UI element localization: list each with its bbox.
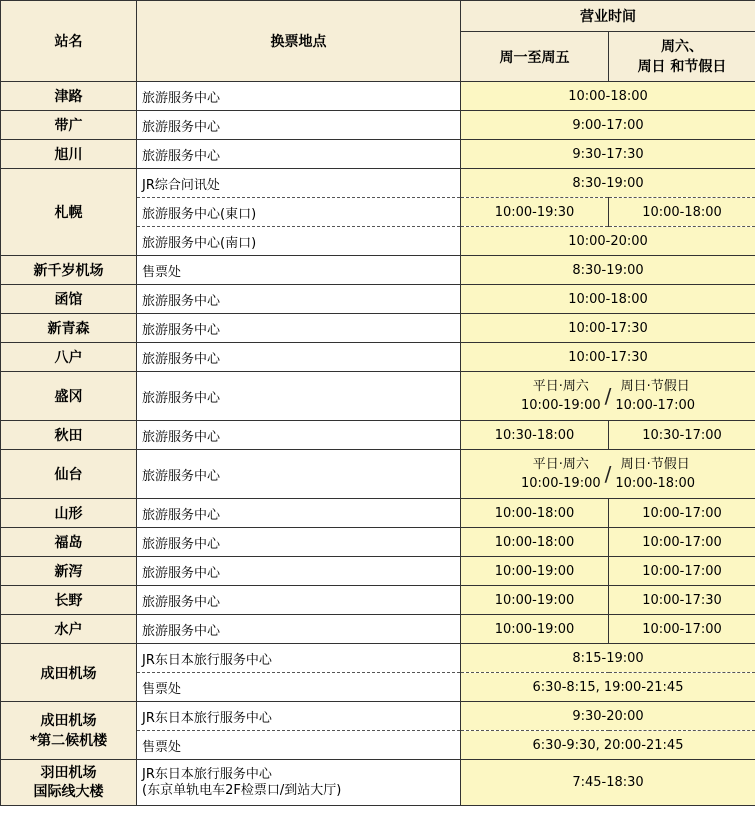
header-weekend-line2: 周日 和节假日 bbox=[637, 58, 727, 75]
exchange-place: JR综合问讯处 bbox=[137, 169, 461, 198]
hours-weekend: 10:00-17:00 bbox=[609, 557, 755, 586]
header-place: 换票地点 bbox=[137, 1, 461, 82]
station-name: 新泻 bbox=[1, 557, 137, 586]
split-a-label: 平日·周六 bbox=[532, 457, 589, 472]
table-row bbox=[1, 528, 755, 557]
station-name: 八户 bbox=[1, 343, 137, 372]
hours-all: 9:30-17:30 bbox=[461, 140, 755, 169]
hours-all: 10:00-20:00 bbox=[461, 227, 755, 256]
exchange-place-line2: (东京单轨电车2F检票口/到站大厅) bbox=[142, 782, 342, 798]
hours-all: 8:30-19:00 bbox=[461, 256, 755, 285]
hours-weekday: 10:00-19:00 bbox=[461, 586, 609, 615]
hours-weekend: 10:30-17:00 bbox=[609, 421, 755, 450]
hours-all: 7:45-18:30 bbox=[461, 760, 755, 806]
table-row bbox=[1, 450, 755, 499]
exchange-place: 旅游服务中心 bbox=[137, 140, 461, 169]
hours-all: 10:00-18:00 bbox=[461, 285, 755, 314]
hours-split bbox=[461, 450, 755, 499]
table-row bbox=[1, 111, 755, 140]
exchange-place: 售票处 bbox=[137, 256, 461, 285]
split-b-time: 10:00-17:00 bbox=[615, 398, 695, 413]
table-row bbox=[1, 644, 755, 673]
exchange-place: 售票处 bbox=[137, 731, 461, 760]
table-row bbox=[1, 586, 755, 615]
slash-divider: / bbox=[604, 461, 612, 486]
table-row bbox=[1, 557, 755, 586]
table-row bbox=[1, 285, 755, 314]
station-name: 旭川 bbox=[1, 140, 137, 169]
split-a-time: 10:00-19:00 bbox=[521, 398, 601, 413]
station-name: 水户 bbox=[1, 615, 137, 644]
table-row bbox=[1, 343, 755, 372]
hours-all: 6:30-8:15, 19:00-21:45 bbox=[461, 673, 755, 702]
split-b-time: 10:00-18:00 bbox=[615, 476, 695, 491]
split-a-time: 10:00-19:00 bbox=[521, 476, 601, 491]
exchange-place: 旅游服务中心 bbox=[137, 450, 461, 499]
header-hours: 营业时间 bbox=[461, 1, 755, 32]
station-name: 函馆 bbox=[1, 285, 137, 314]
hours-all: 10:00-17:30 bbox=[461, 343, 755, 372]
hours-split bbox=[461, 372, 755, 421]
exchange-place: 旅游服务中心 bbox=[137, 586, 461, 615]
table-row bbox=[1, 256, 755, 285]
station-name-line2: 国际线大楼 bbox=[33, 783, 104, 800]
header-weekend-line1: 周六、 bbox=[661, 38, 703, 55]
exchange-place: 旅游服务中心 bbox=[137, 343, 461, 372]
hours-weekend: 10:00-17:00 bbox=[609, 528, 755, 557]
station-name-line2: *第二候机楼 bbox=[29, 732, 108, 749]
station-name-line1: 成田机场 bbox=[40, 712, 97, 729]
split-a-label: 平日·周六 bbox=[532, 379, 589, 394]
exchange-place: 旅游服务中心 bbox=[137, 372, 461, 421]
exchange-place: 旅游服务中心 bbox=[137, 111, 461, 140]
station-name: 津路 bbox=[1, 82, 137, 111]
table-row bbox=[1, 702, 755, 731]
exchange-place: 售票处 bbox=[137, 673, 461, 702]
exchange-place: 旅游服务中心 bbox=[137, 314, 461, 343]
table-row bbox=[1, 615, 755, 644]
table-row bbox=[1, 760, 755, 806]
hours-all: 8:30-19:00 bbox=[461, 169, 755, 198]
table-row bbox=[1, 140, 755, 169]
table-row bbox=[1, 499, 755, 528]
exchange-place: 旅游服务中心 bbox=[137, 421, 461, 450]
hours-weekend: 10:00-17:30 bbox=[609, 586, 755, 615]
hours-weekday: 10:00-19:30 bbox=[461, 198, 609, 227]
table-row bbox=[1, 169, 755, 198]
hours-weekday: 10:30-18:00 bbox=[461, 421, 609, 450]
exchange-place: JR东日本旅行服务中心 bbox=[137, 644, 461, 673]
exchange-place bbox=[137, 760, 461, 806]
hours-weekday: 10:00-18:00 bbox=[461, 499, 609, 528]
header-weekday: 周一至周五 bbox=[461, 32, 609, 82]
header-station: 站名 bbox=[1, 1, 137, 82]
station-name: 山形 bbox=[1, 499, 137, 528]
header-weekend bbox=[609, 32, 755, 82]
station-name: 盛冈 bbox=[1, 372, 137, 421]
exchange-place: 旅游服务中心 bbox=[137, 528, 461, 557]
hours-weekend: 10:00-18:00 bbox=[609, 198, 755, 227]
exchange-place: 旅游服务中心(南口) bbox=[137, 227, 461, 256]
station-name: 新青森 bbox=[1, 314, 137, 343]
hours-all: 10:00-17:30 bbox=[461, 314, 755, 343]
hours-all: 9:00-17:00 bbox=[461, 111, 755, 140]
hours-weekend: 10:00-17:00 bbox=[609, 499, 755, 528]
station-name bbox=[1, 702, 137, 760]
exchange-place: 旅游服务中心 bbox=[137, 82, 461, 111]
hours-all: 10:00-18:00 bbox=[461, 82, 755, 111]
exchange-place: 旅游服务中心 bbox=[137, 557, 461, 586]
station-name: 仙台 bbox=[1, 450, 137, 499]
station-name: 札幌 bbox=[1, 169, 137, 256]
hours-all: 9:30-20:00 bbox=[461, 702, 755, 731]
table-row bbox=[1, 372, 755, 421]
exchange-place: 旅游服务中心 bbox=[137, 499, 461, 528]
exchange-place: 旅游服务中心 bbox=[137, 285, 461, 314]
station-name: 成田机场 bbox=[1, 644, 137, 702]
exchange-place: 旅游服务中心 bbox=[137, 615, 461, 644]
hours-all: 6:30-9:30, 20:00-21:45 bbox=[461, 731, 755, 760]
split-b-label: 周日·节假日 bbox=[620, 379, 690, 394]
station-name bbox=[1, 760, 137, 806]
exchange-place: 旅游服务中心(東口) bbox=[137, 198, 461, 227]
table-row bbox=[1, 421, 755, 450]
station-name: 福岛 bbox=[1, 528, 137, 557]
station-name: 长野 bbox=[1, 586, 137, 615]
split-b-label: 周日·节假日 bbox=[620, 457, 690, 472]
station-name: 新千岁机场 bbox=[1, 256, 137, 285]
exchange-place-line1: JR东日本旅行服务中心 bbox=[142, 766, 272, 782]
station-name: 带广 bbox=[1, 111, 137, 140]
table-row bbox=[1, 82, 755, 111]
slash-divider: / bbox=[604, 383, 612, 408]
hours-weekday: 10:00-19:00 bbox=[461, 557, 609, 586]
hours-weekend: 10:00-17:00 bbox=[609, 615, 755, 644]
exchange-place: JR东日本旅行服务中心 bbox=[137, 702, 461, 731]
station-name-line1: 羽田机场 bbox=[40, 764, 97, 781]
table-row bbox=[1, 314, 755, 343]
hours-all: 8:15-19:00 bbox=[461, 644, 755, 673]
hours-weekday: 10:00-18:00 bbox=[461, 528, 609, 557]
hours-weekday: 10:00-19:00 bbox=[461, 615, 609, 644]
station-name: 秋田 bbox=[1, 421, 137, 450]
